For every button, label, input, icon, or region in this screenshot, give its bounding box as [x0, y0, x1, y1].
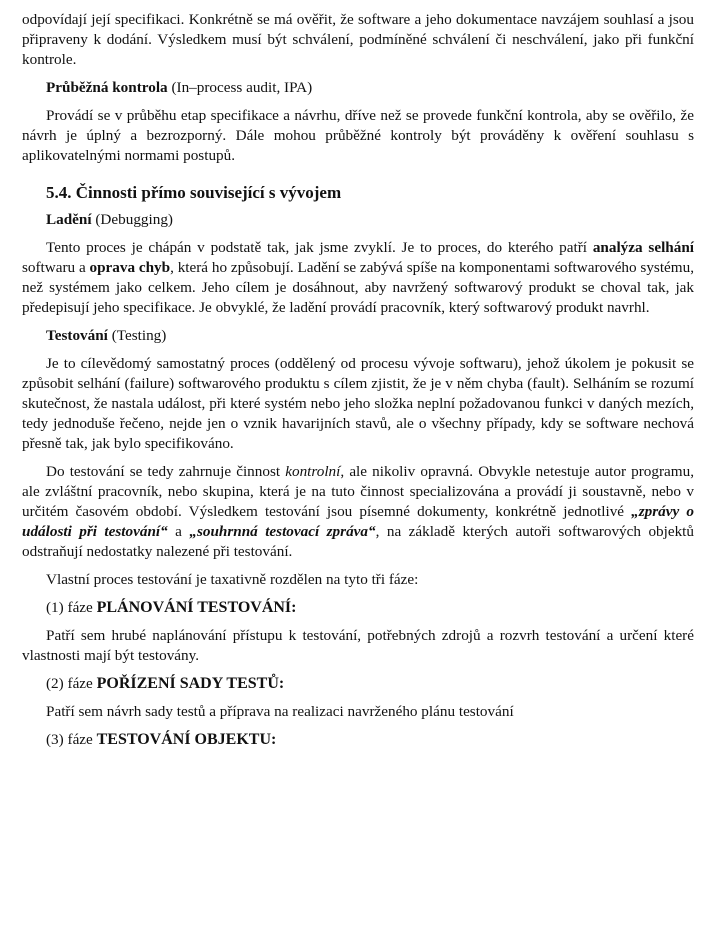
testing-2-text-c: a	[167, 523, 190, 540]
heading-testing-english: (Testing)	[107, 327, 167, 344]
debugging-text-3: , která ho způsobují. Ladění se zabývá spíše na komponentami softwarového systému, než systémem jako celkem. Jeho cílem je dosáhnout, aby navržený softwarový produkt se choval tak, jak předepisují jeho specifikace. Je obvyklé, že ladění provádí pracovník, který softwarový produkt navrhl.	[22, 259, 694, 316]
document-page	[22, 10, 694, 750]
paragraph-testing-1: Je to cílevědomý samostatný proces (oddělený od procesu vývoje softwaru), jehož úkolem je pokusit se způsobit selhání (failure) softwarového produktu s cílem zjistit, že je v něm chyba (fault). Selháním se rozumí skutečnost, že nastala událost, při které systém nebo jeho složka neplní požadovanou funkci v daných mezích, tedy jednoduše řečeno, nejde jen o vznik havarijních stavů, ale o všechny případy, kdy se software nechová přesně tak, jak bylo specifikováno.	[22, 355, 694, 452]
heading-ipa-english: (In–process audit, IPA)	[167, 79, 313, 96]
phase-2-text: Patří sem návrh sady testů a příprava na realizaci navrženého plánu testování	[46, 703, 514, 720]
paragraph-testing-3: Vlastní proces testování je taxativně rozdělen na tyto tři fáze:	[46, 571, 419, 588]
phase-1-number: (1) fáze	[46, 599, 97, 616]
heading-ipa-title: Průběžná kontrola	[46, 79, 168, 96]
phase-1-heading	[46, 598, 694, 618]
phase-1-name: PLÁNOVÁNÍ TESTOVÁNÍ:	[96, 599, 297, 616]
phase-1-text: Patří sem hrubé naplánování přístupu k testování, potřebných zdrojů a rozvrh testování a určení které vlastnosti mají být testovány.	[22, 627, 694, 664]
testing-2-kontrolni: kontrolní	[285, 463, 341, 480]
paragraph-ipa: Provádí se v průběhu etap specifikace a návrhu, dříve než se provede funkční kontrola, aby se ověřilo, že návrh je úplný a bezrozporný. Dále mohou průběžné kontroly být prováděny k ověření souhlasu s aplikovatelnými normami postupů.	[22, 107, 694, 164]
heading-debugging-title: Ladění	[46, 211, 92, 228]
phase-3-heading	[46, 730, 694, 750]
testing-2-text-d: , na základě kterých autoři softwarových objektů odstraňují nedostatky nalezené při testování.	[22, 523, 694, 560]
section-title: 5.4. Činnosti přímo související s vývojem	[46, 183, 342, 202]
heading-testing-title: Testování	[46, 327, 108, 344]
phase-2-number: (2) fáze	[46, 675, 97, 692]
phase-3-name: TESTOVÁNÍ OBJEKTU:	[96, 731, 277, 748]
testing-2-summary-report: „souhrnná testovací zpráva“	[189, 523, 376, 540]
phase-2-heading	[46, 674, 694, 694]
debugging-bug-fixing: oprava chyb	[89, 259, 171, 276]
heading-ipa	[46, 78, 694, 98]
paragraph-testing-2	[22, 462, 694, 562]
paragraph-intro-continued: odpovídají její specifikaci. Konkrétně se má ověřit, že software a jeho dokumentace navzájem souhlasí a jsou připraveny k dodání. Výsledkem musí být schválení, podmíněné schválení či neschválení, jako při funkční kontrole.	[22, 11, 694, 68]
paragraph-debugging	[22, 238, 694, 318]
debugging-failure-analysis: analýza selhání	[592, 239, 694, 256]
phase-2-name: POŘÍZENÍ SADY TESTŮ:	[96, 675, 285, 692]
testing-2-event-reports: „zprávy o události při testování“	[22, 503, 694, 540]
debugging-text-1: Tento proces je chápán v podstatě tak, jak jsme zvyklí. Je to proces, do kterého patří	[46, 239, 593, 256]
heading-debugging	[46, 210, 694, 230]
testing-2-text-b: , ale nikoliv opravná. Obvykle netestuje autor programu, ale zvláštní pracovník, nebo skupina, která je na tuto činnost specializována a provádí ji soustavně, nebo v určitém časovém období. Výsledkem testování jsou písemné dokumenty, konkrétně jednotlivé	[22, 463, 694, 520]
debugging-text-2: softwaru a	[22, 259, 90, 276]
heading-debugging-english: (Debugging)	[91, 211, 173, 228]
heading-testing	[46, 326, 694, 346]
phase-3-number: (3) fáze	[46, 731, 97, 748]
testing-2-text-a: Do testování se tedy zahrnuje činnost	[46, 463, 286, 480]
